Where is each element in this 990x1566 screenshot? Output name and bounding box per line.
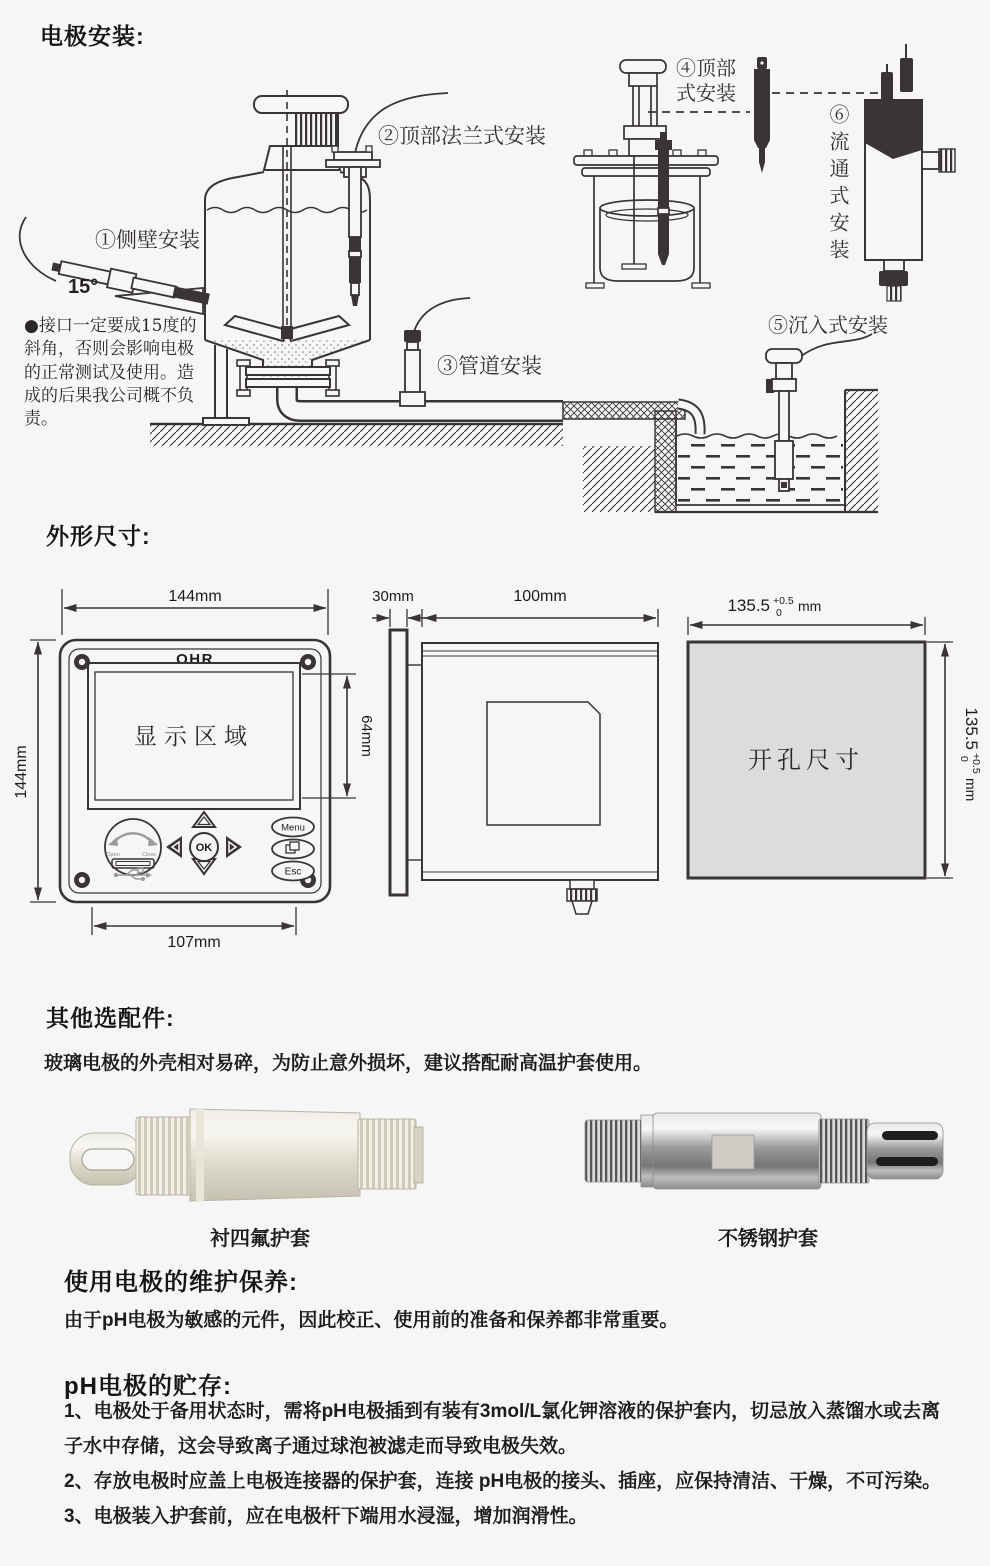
storage-item-1: 1、电极处于备用状态时，需将pH电极插到有装有3mol/L氯化钾溶液的保护套内，切忌放入蒸馏水或去离子水中存储，这会导致离子通过球泡被滤走而导致电极失效。 bbox=[64, 1401, 941, 1457]
maintenance-title: 使用电极的维护保养: bbox=[64, 1269, 298, 1296]
dim-cutout-height bbox=[927, 642, 982, 878]
label-top-flange-install: ②顶部法兰式安装 bbox=[378, 124, 546, 148]
tank-diagram bbox=[203, 90, 370, 425]
ptfe-sleeve-photo bbox=[70, 1109, 423, 1201]
front-width-value: 144mm bbox=[168, 588, 222, 605]
storage-item-3: 3、电极装入护套前，应在电极杆下端用水浸湿，增加润滑性。 bbox=[64, 1506, 588, 1527]
usb-open-label: Open bbox=[106, 852, 120, 858]
label-flow-through-install: ⑥流通式安装 bbox=[826, 104, 850, 266]
esc-button-label: Esc bbox=[284, 866, 302, 878]
cutout-height-tol-lower: 0 bbox=[958, 756, 970, 762]
display-height-value: 64mm bbox=[358, 715, 375, 757]
label-side-wall-install: ①侧壁安装 bbox=[95, 228, 200, 252]
usb-close-label: Close bbox=[141, 852, 157, 858]
ok-button-label: OK bbox=[195, 842, 213, 854]
function-buttons bbox=[272, 818, 314, 881]
flow-cell-diagram bbox=[865, 44, 955, 301]
bezel-depth-value: 30mm bbox=[372, 588, 414, 605]
steel-sleeve-photo bbox=[585, 1113, 943, 1189]
dim-bottom-width bbox=[92, 907, 296, 951]
bottom-width-value: 107mm bbox=[167, 934, 221, 951]
steel-sleeve-caption: 不锈钢护套 bbox=[718, 1228, 818, 1250]
label-top-install-line1: ④顶部 bbox=[676, 56, 736, 80]
cutout-width-tol-upper: +0.5 bbox=[773, 595, 794, 607]
cutout-height-tol-upper: +0.5 bbox=[970, 753, 982, 774]
cable-gland bbox=[567, 880, 597, 914]
install-warning-note: ●接口一定要成15度的斜角，否则会影响电极的正常测试及使用。造成的后果我公司概不负责。 bbox=[24, 316, 197, 430]
dim-depths bbox=[372, 588, 658, 627]
menu-button-label: Menu bbox=[281, 822, 305, 834]
storage-title: pH电极的贮存: bbox=[64, 1373, 232, 1400]
dimension-drawings bbox=[0, 515, 990, 995]
dim-front-width bbox=[62, 588, 328, 635]
cutout-height-unit: mm bbox=[963, 778, 979, 802]
label-submerged-install: ⑤沉入式安装 bbox=[768, 313, 888, 337]
dim-front-height bbox=[13, 640, 56, 902]
maintenance-desc: 由于pH电极为敏感的元件，因此校正、使用前的准备和保养都非常重要。 bbox=[64, 1310, 679, 1331]
ptfe-sleeve-caption: 衬四氟护套 bbox=[210, 1228, 310, 1250]
label-top-install-line2: 式安装 bbox=[676, 81, 736, 105]
cutout-width-unit: mm bbox=[798, 598, 822, 614]
accessory-photos bbox=[0, 1095, 990, 1220]
front-height-value: 144mm bbox=[13, 745, 30, 799]
accessories-desc: 玻璃电极的外壳相对易碎，为防止意外损坏，建议搭配耐高温护套使用。 bbox=[44, 1053, 653, 1074]
storage-item-2: 2、存放电极时应盖上电极连接器的保护套，连接 pH电极的接头、插座，应保持清洁、干燥，不可污染。 bbox=[64, 1471, 942, 1492]
body-depth-value: 100mm bbox=[513, 588, 567, 605]
dimensions-title: 外形尺寸: bbox=[46, 523, 151, 549]
cutout-width-tol-lower: 0 bbox=[776, 607, 782, 619]
cutout-label: 开孔尺寸 bbox=[748, 746, 864, 774]
brand-logo: OHR bbox=[176, 651, 214, 668]
accessories-title: 其他选配件: bbox=[46, 1005, 175, 1031]
label-pipe-install: ③管道安装 bbox=[437, 354, 542, 378]
storage-list bbox=[64, 1394, 948, 1534]
install-title: 电极安装: bbox=[40, 23, 145, 49]
cutout-view bbox=[688, 595, 982, 878]
label-top-install bbox=[676, 56, 736, 106]
display-area-label: 显示区域 bbox=[134, 724, 254, 750]
dim-cutout-width bbox=[688, 595, 925, 635]
cutout-width-value: 135.5 bbox=[727, 596, 770, 615]
cutout-height-value: 135.5 bbox=[962, 707, 981, 750]
side-view bbox=[372, 588, 658, 914]
label-angle-15: 15° bbox=[68, 276, 99, 298]
front-view bbox=[13, 588, 375, 951]
